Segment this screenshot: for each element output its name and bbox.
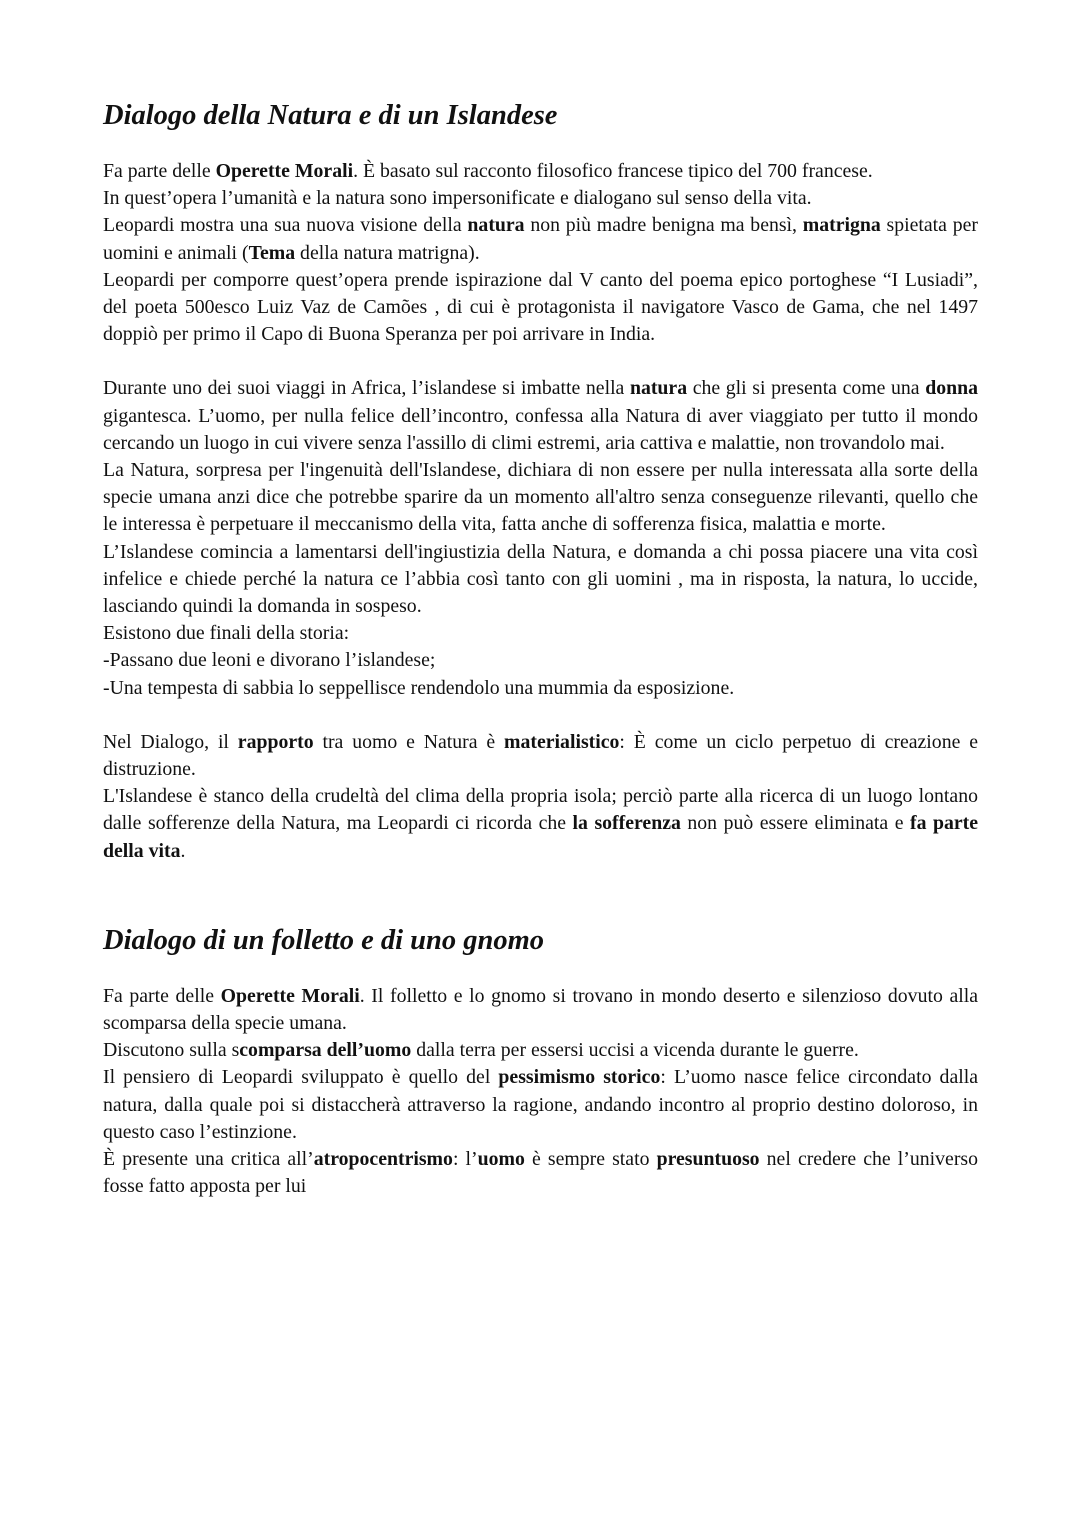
paragraph: Discutono sulla scomparsa dell’uomo dalla terra per essersi uccisi a vicenda durante le guerre. [103, 1039, 859, 1062]
section-title: Dialogo di un folletto e di uno gnomo [103, 924, 545, 956]
paragraph-block [103, 375, 978, 701]
paragraph: La Natura, sorpresa per l'ingenuità dell'Islandese, dichiara di non essere per nulla interessata alla sorte della specie umana anzi dice che potrebbe sparire da un momento all'altro senza conseguenze rilevanti, quello che le interessa è perpetuare il meccanismo della vita, fatta anche di sofferenza fisica, malattia e morte. [103, 459, 978, 536]
section-islandese [103, 96, 978, 865]
paragraph: Leopardi mostra una sua nuova visione della natura non più madre benigna ma bensì, matrigna spietata per uomini e animali (Tema della natura matrigna). [103, 214, 978, 264]
bold-term: uomo [477, 1148, 525, 1171]
bold-term: rapporto [237, 730, 314, 753]
paragraph: Fa parte delle Operette Morali. È basato sul racconto filosofico francese tipico del 700 francese. [103, 160, 873, 182]
bold-term: Tema [248, 241, 296, 264]
paragraph: Leopardi per comporre quest’opera prende ispirazione dal V canto del poema epico portoghese “I Lusiadi”, del poeta 500esco Luiz Vaz de Camões , di cui è protagonista il navigatore Vasco de Gama, che nel 1497 doppiò per primo il Capo di Buona Speranza per poi arrivare in India. [103, 268, 978, 346]
paragraph: -Una tempesta di sabbia lo seppellisce rendendolo una mummia da esposizione. [103, 676, 735, 699]
paragraph: L’Islandese comincia a lamentarsi dell'ingiustizia della Natura, e domanda a chi possa piacere una vita così infelice e chiede perché la natura ce l’abbia così tanto con gli uomini , ma in risposta, la natura, lo uccide, lasciando quindi la domanda in sospeso. [103, 540, 978, 618]
paragraph-block [103, 983, 978, 1201]
bold-term: pessimismo storico [498, 1066, 661, 1089]
paragraph: L'Islandese è stanco della crudeltà del clima della propria isola; perciò parte alla ricerca di un luogo lontano dalle sofferenze della Natura, ma Leopardi ci ricorda che la sofferenza non può essere eliminata e fa parte della vita. [103, 785, 979, 862]
paragraph: Durante uno dei suoi viaggi in Africa, l’islandese si imbatte nella natura che gli si presenta come una donna gigantesca. L’uomo, per nulla felice dell’incontro, confessa alla Natura di aver viaggiato per tutto il mondo cercando un luogo in cui vivere senza l'assillo di climi estremi, aria cattiva e malattie, non trovandolo mai. [103, 377, 978, 454]
paragraph: In quest’opera l’umanità e la natura sono impersonificate e dialogano sul senso della vita. [103, 187, 812, 210]
bold-term: natura [629, 377, 688, 400]
bold-term: Operette Morali [220, 984, 360, 1007]
paragraph: -Passano due leoni e divorano l’islandese; [103, 649, 436, 672]
paragraph: Nel Dialogo, il rapporto tra uomo e Natura è materialistico: È come un ciclo perpetuo di creazione e distruzione. [103, 730, 978, 781]
bold-term: fa parte della vita [103, 812, 979, 862]
bold-term: atropocentrismo [313, 1148, 453, 1171]
paragraph: Il pensiero di Leopardi sviluppato è quello del pessimismo storico: L’uomo nasce felice circondato dalla natura, dalla quale poi si distaccherà attraverso la ragione, andando incontro al proprio destino doloroso, in questo caso l’estinzione. [103, 1066, 978, 1143]
bold-term: donna [925, 377, 978, 400]
bold-term: Operette Morali [215, 160, 354, 182]
bold-term: la sofferenza [572, 812, 681, 835]
bold-term: materialistico [504, 730, 620, 753]
bold-term: natura [467, 214, 525, 237]
paragraph: Fa parte delle Operette Morali. Il folletto e lo gnomo si trovano in mondo deserto e silenzioso dovuto alla scomparsa della specie umana. [103, 984, 979, 1035]
bold-term: matrigna [802, 214, 881, 237]
section-title: Dialogo della Natura e di un Islandese [103, 100, 558, 131]
paragraph: Esistono due finali della storia: [103, 622, 350, 645]
section-folletto-gnomo [103, 921, 978, 1201]
bold-term: comparsa dell’uomo [239, 1039, 412, 1062]
paragraph-block [103, 729, 978, 865]
paragraph-block [103, 158, 978, 348]
bold-term: presuntuoso [656, 1148, 760, 1171]
paragraph: È presente una critica all’atropocentrismo: l’uomo è sempre stato presuntuoso nel credere che l’universo fosse fatto apposta per lui [103, 1148, 978, 1198]
document-page [103, 96, 978, 1201]
